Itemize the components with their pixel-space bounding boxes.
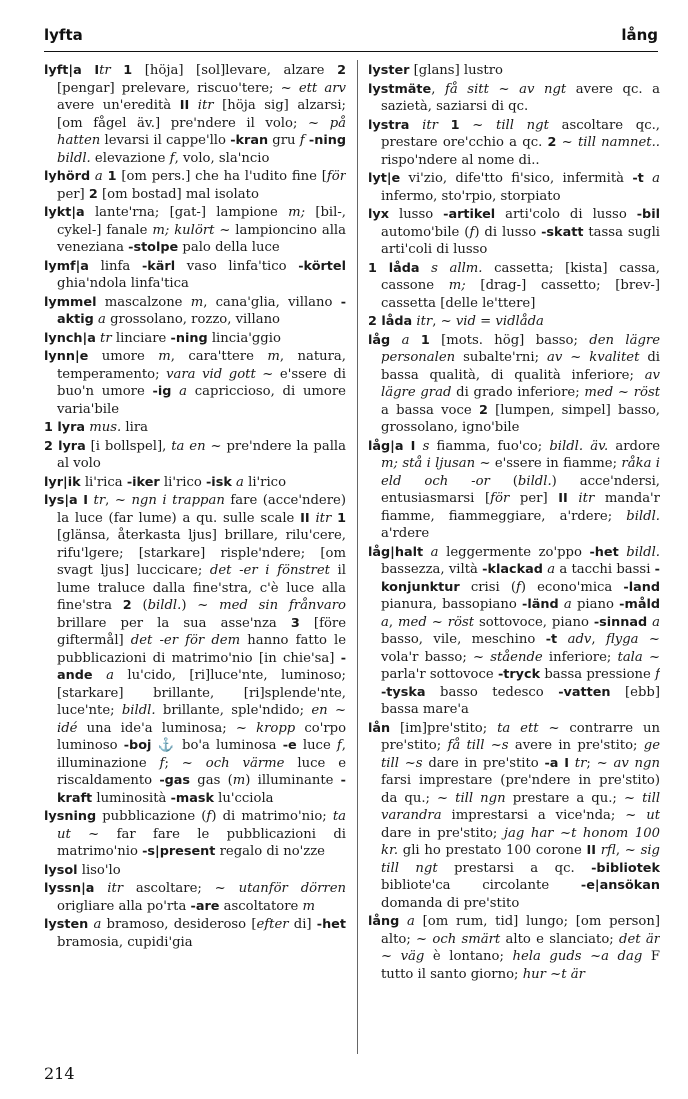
entry-lyhord: lyhörd a 1 [om pers.] che ha l'udito fine [för per] 2 [om bostad] mal isolato (44, 169, 346, 202)
entry-lag: låg a 1 [mots. hög] basso; den lägre personalen subalte'rni; av ~ kvalitet di bassa qualità, di qualità inferiore; av lägre grad di grado inferiore; med ~ röst a bassa voce 2 [lumpen, simpel] basso, grossolano, igno'bile (368, 332, 660, 435)
entry-lyte: lyt|e vi'zio, dife'tto fi'sico, infermità -t a infermo, sto'rpio, storpiato (368, 171, 660, 204)
entry-lysten: lysten a bramoso, desideroso [efter di] -het bramosia, cupidi'gia (44, 917, 346, 950)
header-rule (44, 51, 658, 52)
entry-laga: låg|a I s fiamma, fuo'co; bildl. äv. ardore m; stå i ljusan ~ e'ssere in fiamme; råka i eld och -or (bildl.) acce'ndersi, entusiasmarsi [för per] II itr manda'r fiamme, fiammeggiare, a'rdere; bildl. a'rdere (368, 438, 660, 541)
header-left-guide-word: lyfta (44, 26, 83, 44)
entry-lyx: lyx lusso -artikel arti'colo di lusso -bil automo'bile (f) di lusso -skatt tassa sugli arti'coli di lusso (368, 207, 660, 257)
entry-lyrik: lyr|ik li'rica -iker li'rico -isk a li'rico (44, 474, 287, 490)
entry-lyster: lyster [glans] lustro (368, 63, 503, 78)
entry-lysa: lys|a I tr, ~ ngn i trappan fare (acce'ndere) la luce (far lume) a qu. sulle scale II itr 1 [glänsa, återkasta ljus] brillare, rilu'cere, rifu'lgere; [starkare] risple'ndere; [om svagt ljus] luccicare; det -er i fönstret il lume traluce dalla fine'stra, c'è luce alla fine'stra 2 (bildl.) ~ med sin frånvaro brillare per la sua asse'nza 3 [före giftermål] det -er för dem hanno fatto le pubblicazioni di matrimo'nio [in chie'sa] -ande a lu'cido, [ri]luce'nte, luminoso; [starkare] brillante, [ri]splende'nte, luce'nte; bildl. brillante, sple'ndido; en ~ idé una ide'a luminosa; ~ kropp co'rpo luminoso -boj ⚓ bo'a luminosa -e luce f, illuminazione f; ~ och värme luce e riscaldamento -gas gas (m) illuminante -kraft luminosità -mask lu'cciola (44, 493, 346, 806)
entry-lan: lån [im]pre'stito; ta ett ~ contrarre un pre'stito; få till ~s avere in pre'stito; ge till ~s dare in pre'stito -a I tr; ~ av ngn farsi imprestare (pre'ndere in pre'stito) da qu.; ~ till ngn prestare a qu.; ~ till varandra imprestarsi a vice'nda; ~ ut dare in pre'stito; jag har ~t honom 100 kr. gli ho prestato 100 corone II rfl, ~ sig till ngt prestarsi a qc. -bibliotek bibliote'ca circolante -e|ansökan domanda di pre'stito (368, 720, 660, 911)
entry-2-lyra: 2 lyra [i bollspel], ta en ~ pre'ndere la palla al volo (44, 438, 346, 471)
entry-lystmate: lystmäte, få sitt ~ av ngt avere qc. a sazietà, saziarsi di qc. (368, 81, 660, 114)
entry-2-lada: 2 låda itr, ~ vid = vidlåda (368, 314, 544, 329)
column-divider (357, 60, 358, 1054)
entry-lang: lång a [om rum, tid] lungo; [om person] alto; ~ och smärt alto e slanciato; det är ~ väg è lontano; hela guds ~a dag F tutto il santo giorno; hur ~t är (368, 914, 660, 982)
entry-lymmel: lymmel mascalzone m, cana'glia, villano -aktig a grossolano, rozzo, villano (44, 294, 346, 327)
entry-lystra: lystra itr 1 ~ till ngt ascoltare qc., prestare ore'cchio a qc. 2 ~ till namnet.. rispo'ndere al nome di.. (368, 117, 660, 168)
page-number: 214 (44, 1064, 75, 1083)
entry-1-lyra: 1 lyra mus. lira (44, 420, 149, 435)
entry-lyssna: lyssn|a itr ascoltare; ~ utanför dörren origliare alla po'rta -are ascoltatore m (44, 881, 346, 914)
entry-1-lada: 1 låda s allm. cassetta; [kista] cassa, cassone m; [drag-] cassetto; [brev-] cassetta [delle le'ttere] (368, 260, 660, 311)
entry-lysning: lysning pubblicazione (f) di matrimo'nio; ta ut ~ far fare le pubblicazioni di matrimo'nio -s|present regalo di no'zze (44, 809, 346, 859)
entry-lykta: lykt|a lante'rna; [gat-] lampione m; [bil-, cykel-] fanale m; kulört ~ lampioncino alla veneziana -stolpe palo della luce (44, 205, 346, 255)
entry-lyfta: lyft|a Itr 1 [höja] [sol]levare, alzare 2 [pengar] prelevare, riscuo'tere; ~ ett arv avere un'eredità II itr [höja sig] alzarsi; [om fågel äv.] pre'ndere il volo; ~ på hatten levarsi il cappe'llo -kran gru f -ning bildl. elevazione f, volo, sla'ncio (44, 63, 346, 166)
entry-laghalt: låg|halt a leggermente zo'ppo -het bildl. bassezza, viltà -klackad a a tacchi bassi -konjunktur crisi (f) econo'mica -land pianura, bassopiano -länd a piano -måld a, med ~ röst sottovoce, piano -sinnad a basso, vile, meschino -t adv, flyga ~ vola'r basso; ~ stående inferiore; tala ~ parla'r sottovoce -tryck bassa pressione f -tyska basso tedesco -vatten [ebb] bassa mare'a (368, 544, 660, 717)
entry-lynne: lynn|e umore m, cara'ttere m, natura, temperamento; vara vid gott ~ e'ssere di buo'n umore -ig a capriccioso, di umore varia'bile (44, 349, 346, 417)
entry-lyncha: lynch|a tr linciare -ning lincia'ggio (44, 330, 281, 346)
left-column (44, 62, 346, 1052)
right-column (368, 62, 660, 1052)
entry-lysol: lysol liso'lo (44, 862, 121, 878)
header-right-guide-word: lång (621, 26, 658, 44)
entry-lymfa: lymf|a linfa -kärl vaso linfa'tico -körtel ghia'ndola linfa'tica (44, 258, 346, 291)
